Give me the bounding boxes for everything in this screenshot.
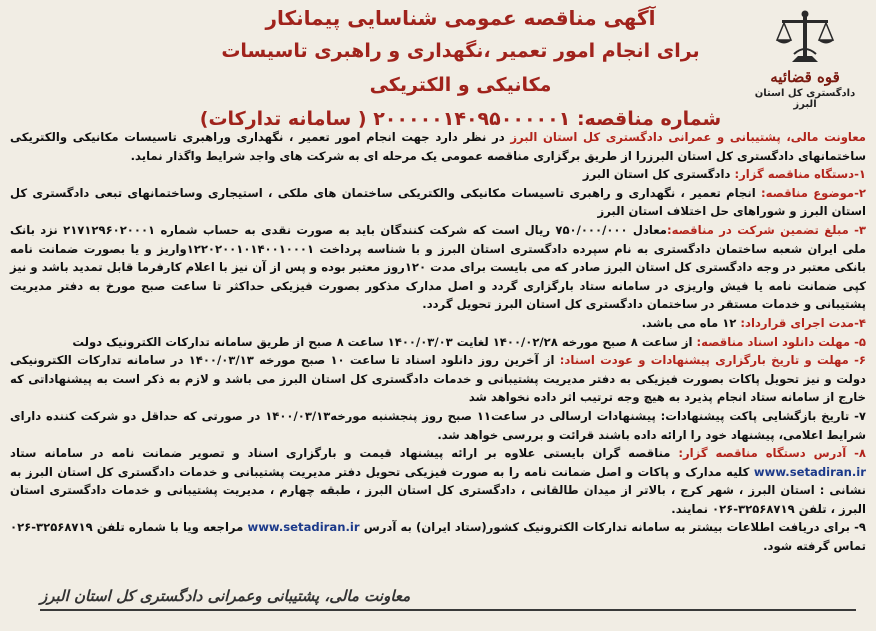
item-text: ۷- تاریخ بازگشایی پاکت پیشنهادات: پیشنهادات ارسالی در ساعت۱۱ صبح روز پنجشنبه مورخه۱۴۰۰/۰۳/۱۳ در صورتی که حداقل دو شرکت کننده دارای شرایط اعلامی، پیشنهاد خود را ارائه داده باشند قرائت و بررسی خواهد شد.: [10, 408, 866, 442]
item-text: دادگستری کل استان البرز: [582, 167, 735, 182]
list-item: [10, 221, 866, 314]
notice-header: [0, 0, 876, 128]
scales-of-justice-icon: [772, 10, 838, 66]
notice-subtitle: برای انجام امور تعمیر ،نگهداری و راهبری تاسیسات مکانیکی و الکتریکی: [221, 40, 700, 96]
item-label: ۳- مبلغ تضمین شرکت در مناقصه:: [666, 222, 866, 237]
list-item-address: [10, 444, 866, 518]
item-text: ۹- برای دریافت اطلاعات بیشتر به سامانه تدارکات الکترونیک کشور(ستاد ایران) به آدرس: [359, 520, 866, 535]
list-item: [10, 165, 866, 184]
item-label: ۲-موضوع مناقصه:: [761, 185, 866, 200]
setadiran-link[interactable]: www.setadiran.ir: [247, 520, 360, 535]
item-text: از آخرین روز دانلود اسناد تا ساعت ۱۰ صبح مورخه ۱۴۰۰/۰۳/۱۳ در سامانه تدارکات الکترونیکی دولت و نیز تحویل پاکات بصورت فیزیکی به دفتر مدیریت پشتیبانی و خدمات دادگستری کل استان البرز می باشد و لازم به ذکر است به پیشنهاداتی که خارج از سامانه ستاد انجام پذیرد به هیچ وجه ترتیب اثر داده نخواهد شد: [10, 353, 866, 405]
notice-footer: [40, 575, 856, 611]
footer-signature: معاونت مالی، پشتیبانی وعمرانی دادگستری کل استان البرز: [40, 587, 411, 605]
list-item: [10, 184, 866, 221]
logo-caption: دادگستری کل استان البرز: [754, 88, 856, 110]
item-text: کلیه مدارک و پاکات و اصل ضمانت نامه را به صورت فیزیکی تحویل دفتر مدیریت پشتیبانی و خدمات دادگستری کل استان البرز به نشانی : استان البرز ، شهر کرج ، بالاتر از میدان طالقانی ، دادگستری کل استان البرز ، طبقه چهارم ، مدیریت پشتیبانی و خدمات دادگستری استان البرز ، تلفن ۳۲۵۶۸۷۱۹-۰۲۶ نمایند.: [10, 464, 866, 516]
item-text: معادل ۷۵۰/۰۰۰/۰۰۰ ریال است که شرکت کنندگان باید به صورت نقدی به حساب شماره ۲۱۷۱۲۹۶۰۲۰۰۰۱ نزد بانک ملی ایران شعبه ساختمان دادگستری به نام سپرده دادگستری استان البرز و با شناسه پرداخت ۱۲۲۰۲۰۰۱۰۱۴۰۰۱۰۰۰۱واریز و یا بصورت ضمانت نامه بانکی معتبر در وجه دادگستری کل استان البرز صادر که می بایست برای مدت ۱۲۰روز معتبر بوده و پس از آن نیز با اعلام کارفرما قابل تمدید باشد و نیز کپی ضمانت نامه یا فیش واریزی در سامانه ستاد بارگزاری گردد و اصل مدارک مذکور بصورت فیزیکی حداکثر تا ساعت صبح مورخ به دفتر مدیریت پشتیبانی و خدمات مستقر در ساختمان دادگستری کل استان البرز تحویل گردد.: [10, 222, 867, 312]
item-label: ۴-مدت اجرای قرارداد:: [740, 315, 866, 330]
list-item-info: [10, 518, 866, 555]
judiciary-logo: [746, 10, 864, 120]
item-label: ۱-دستگاه مناقصه گزار:: [734, 167, 866, 182]
intro-text: در نظر دارد جهت انجام امور تعمیر ، نگهداری وراهبری تاسیسات مکانیکی والکتریکی ساختمانهای دادگستری کل استان البرزرا از طریق برگزاری مناقصه عمومی یک مرحله ای به شرکت های واجد شرایط واگذار نماید.: [10, 130, 866, 163]
item-text: ۱۲ ماه می باشد.: [641, 315, 741, 330]
setadiran-link[interactable]: www.setadiran.ir: [753, 464, 866, 479]
notice-title: آگهی مناقصه عمومی شناسایی پیمانکار: [265, 6, 656, 30]
item-text: از ساعت ۸ صبح مورخه ۱۴۰۰/۰۲/۲۸ لغایت ۱۴۰۰/۰۳/۰۳ ساعت ۸ صبح از طریق سامانه تدارکات الکترونیک دولت: [72, 334, 697, 349]
item-text: مناقصه گران بایستی علاوه بر ارائه پیشنهاد قیمت و بارگزاری اسناد و تصویر ضمانت نامه در سامانه ستاد: [10, 446, 679, 461]
item-label: ۵- مهلت دانلود اسناد مناقصه:: [696, 334, 866, 349]
list-item: [10, 333, 866, 352]
intro-paragraph: [10, 128, 866, 165]
item-label: ۸- آدرس دستگاه مناقصه گزار:: [678, 446, 866, 461]
list-item: [10, 314, 866, 333]
tender-number: شماره مناقصه: ۲۰۰۰۰۰۱۴۰۹۵۰۰۰۰۰۱ ( سامانه تدارکات): [199, 108, 722, 130]
item-text: مراجعه ویا با شماره تلفن ۳۲۵۶۸۷۱۹-۰۲۶ تماس گرفته شود.: [10, 520, 866, 554]
item-text: انجام تعمیر ، نگهداری و راهبری تاسیسات مکانیکی والکتریکی ساختمان های ملکی ، استیجاری وساختمانهای تبعی دادگستری کل استان البرز و شوراهای حل اختلاف استان البرز: [10, 185, 866, 219]
list-item: [10, 351, 866, 407]
list-item: [10, 407, 866, 444]
item-label: ۶- مهلت و تاریخ بارگزاری پیشنهادات و عودت اسناد:: [559, 353, 866, 368]
notice-body: [10, 128, 866, 556]
intro-lead: معاونت مالی، پشتیبانی و عمرانی دادگستری کل استان البرز: [510, 130, 866, 144]
logo-script-text: قوه قضائیه: [770, 68, 840, 86]
notice-titles: [190, 2, 731, 136]
